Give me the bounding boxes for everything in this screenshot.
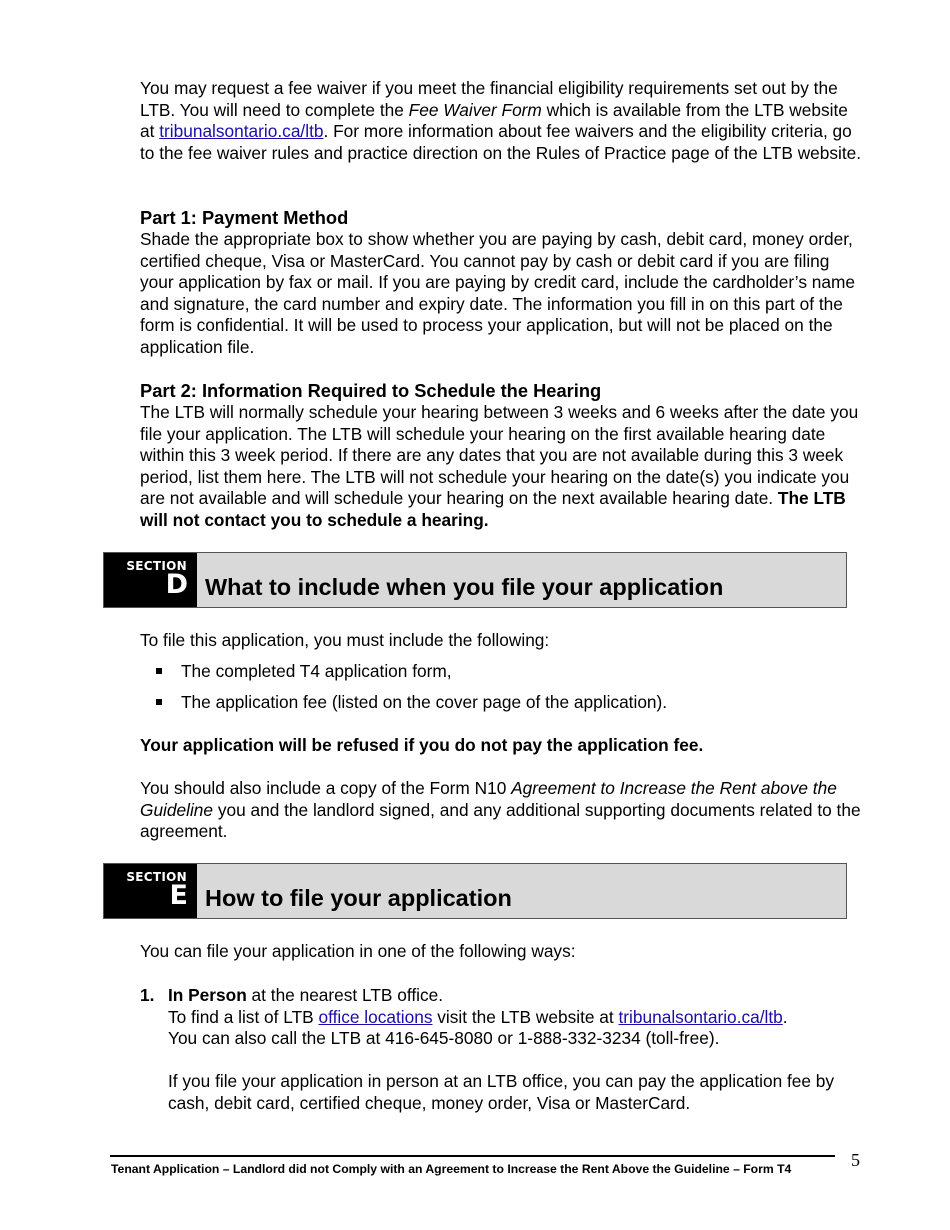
fee-refusal-warning: Your application will be refused if you do not pay the application fee. (140, 735, 704, 755)
section-e-tag (104, 864, 197, 918)
bullet-text: The completed T4 application form, (181, 661, 452, 681)
section-d-tag (104, 553, 197, 607)
filing-method-in-person (140, 985, 865, 1115)
section-e-letter: E (169, 880, 188, 911)
list-item (140, 661, 865, 683)
ltb-website-link[interactable]: tribunalsontario.ca/ltb (159, 121, 324, 142)
fee-waiver-paragraph (140, 78, 865, 164)
phone-numbers-line: You can also call the LTB at 416-645-8080 or 1-888-332-3234 (toll-free). (168, 1028, 720, 1049)
section-e-word: SECTION (126, 870, 187, 884)
part2-block (140, 380, 865, 532)
also-include-text-2: you and the landlord signed, and any additional supporting documents related to the agreement. (140, 799, 861, 842)
part1-heading: Part 1: Payment Method (140, 207, 349, 228)
in-person-lead-text: at the nearest LTB office. (246, 985, 444, 1005)
office-locations-line (168, 1007, 865, 1029)
page-number: 5 (851, 1150, 860, 1170)
part2-heading: Part 2: Information Required to Schedule the Hearing (140, 380, 602, 401)
part2-body (140, 402, 865, 532)
agreement-form-title: Agreement to Increase the Rent above the Guideline (140, 778, 837, 820)
section-d-word: SECTION (126, 559, 187, 573)
bullet-square-icon (156, 699, 162, 705)
section-d-letter: D (165, 569, 188, 600)
find-text-2: visit the LTB website at (432, 1006, 619, 1027)
footer-form-title: Tenant Application – Landlord did not Comply with an Agreement to Increase the Rent Above the Guideline – Form T4 (111, 1162, 792, 1176)
section-d-header (103, 552, 847, 608)
in-person-lead (168, 985, 865, 1007)
section-d-intro: To file this application, you must include the following: (140, 630, 550, 650)
fee-waiver-form-name: Fee Waiver Form (408, 99, 542, 120)
spacer (168, 1050, 865, 1072)
section-e-intro: You can file your application in one of the following ways: (140, 941, 576, 961)
section-d-also-include (140, 778, 865, 843)
part2-bold-note: The LTB will not contact you to schedule a hearing. (140, 488, 846, 530)
item-number: 1. (140, 985, 155, 1005)
also-include-text-1: You should also include a copy of the Form N10 (140, 778, 512, 798)
part1-block (140, 207, 865, 359)
fee-waiver-text-1: You may request a fee waiver if you meet the financial eligibility requirements set out by the LTB. You will need to complete the (140, 78, 838, 120)
office-locations-link[interactable]: office locations (318, 1006, 433, 1027)
section-e-header (103, 863, 847, 919)
in-person-label: In Person (168, 985, 247, 1005)
section-d-bullet-list (140, 661, 865, 722)
part2-body-text: The LTB will normally schedule your hearing between 3 weeks and 6 weeks after the date you file your application. The LTB will schedule your hearing on the first available hearing date within this 3 week period. If there are any dates that you are not available during this 3 week period, list them here. The LTB will not schedule your hearing on the date(s) you indicate you are not available and will schedule your hearing on the next available hearing date. (140, 402, 859, 509)
part1-body: Shade the appropriate box to show whether you are paying by cash, debit card, money order, certified cheque, Visa or MasterCard. You cannot pay by cash or debit card if you are filing your application by fax or mail. If you are paying by credit card, include the cardholder’s name and signature, the card number and expiry date. The information you fill in on this part of the form is confidential. It will be used to process your application, but will not be placed on the application file. (140, 229, 855, 357)
bullet-text: The application fee (listed on the cover page of the application). (181, 691, 668, 712)
find-text-3: . (782, 1006, 788, 1027)
bullet-square-icon (156, 668, 162, 674)
section-d-title: What to include when you file your application (205, 574, 724, 600)
list-item (140, 692, 865, 714)
footer-divider (110, 1155, 835, 1157)
in-person-payment-text: If you file your application in person at an LTB office, you can pay the application fee by cash, debit card, certified cheque, money order, Visa or MasterCard. (168, 1071, 835, 1113)
ltb-website-link-2[interactable]: tribunalsontario.ca/ltb (618, 1006, 783, 1027)
item-body (168, 985, 865, 1115)
find-text-1: To find a list of LTB (168, 1006, 319, 1027)
section-e-title: How to file your application (205, 885, 512, 911)
fee-waiver-text-2: which is available from the LTB website at (140, 99, 848, 142)
fee-waiver-text-3: . For more information about fee waivers and the eligibility criteria, go to the fee waiver rules and practice direction on the Rules of Practice page of the LTB website. (140, 121, 862, 163)
